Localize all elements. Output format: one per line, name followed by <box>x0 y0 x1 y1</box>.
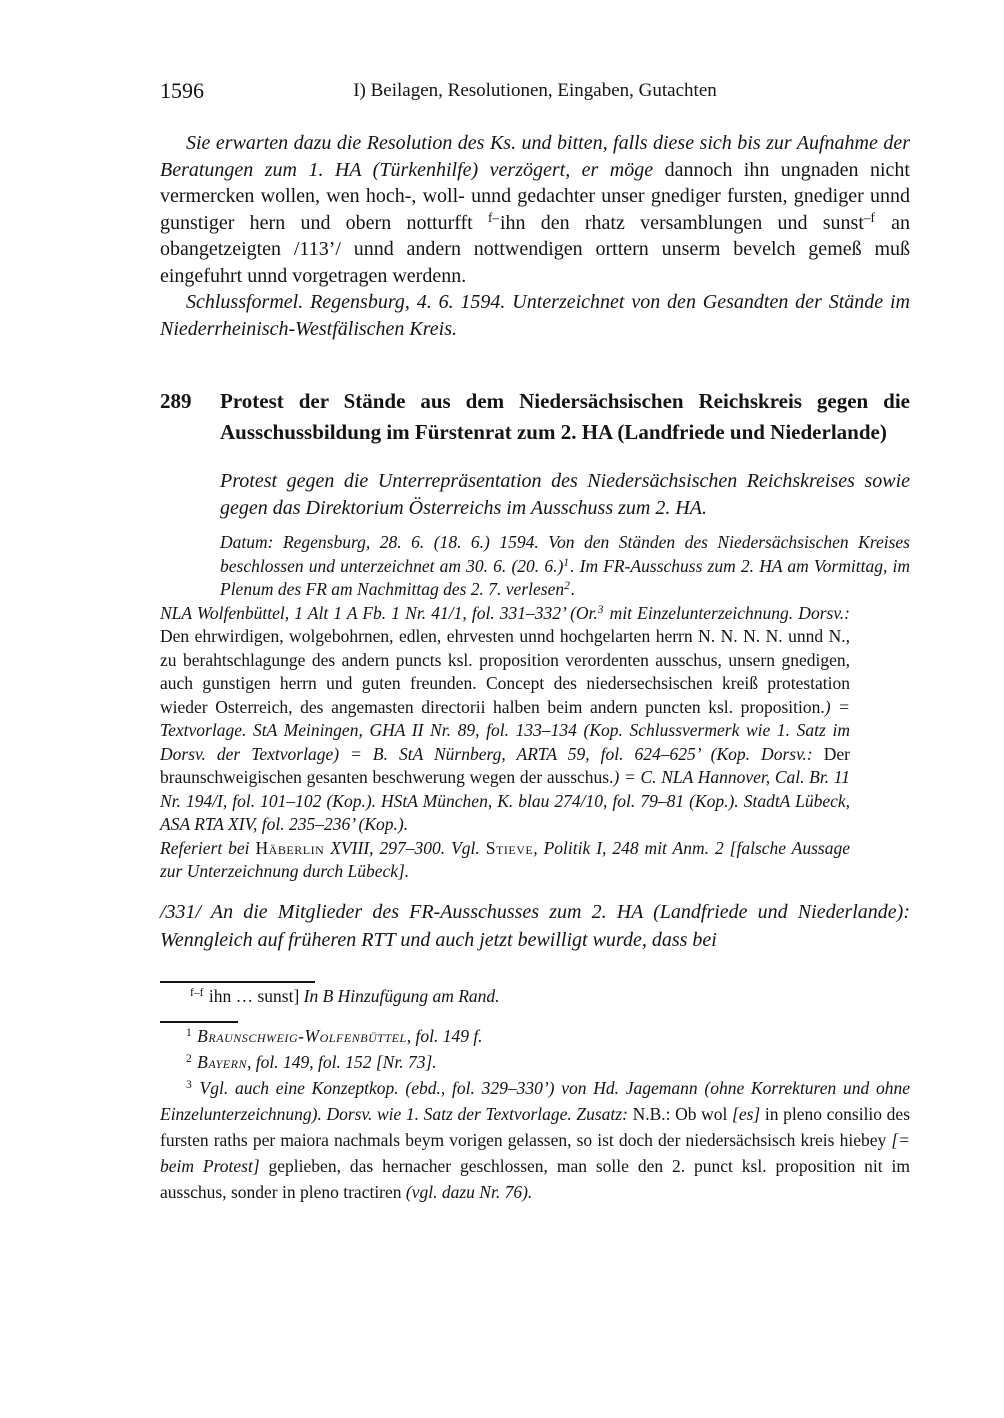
running-head: I) Beilagen, Resolutionen, Eingaben, Gutachten <box>353 80 717 101</box>
text-segment <box>193 1078 200 1098</box>
page-header <box>160 78 910 108</box>
text-segment: an obangetzeigten /113’/ unnd andern nottwendigen orttern unserm bevelch gemeß muß eingefuhrt unnd vorgetragen werdenn. <box>160 211 911 287</box>
text-segment: . <box>570 579 576 599</box>
text-segment: NLA Wolfenbüttel, 1 Alt 1 A Fb. 1 Nr. 41/1, fol. 331–332’ (Or. <box>160 602 598 623</box>
text-segment: Vgl. auch eine Konzeptkop. (ebd., fol. 329–330’) von Hd. Jagemann (ohne Korrekturen und ohne Einzelunterzeichnung). Dorsv. wie 1. Satz der Textvorlage. Zusatz: <box>160 1077 910 1124</box>
text-segment: XVIII, 297–300. Vgl. <box>324 837 486 858</box>
text-segment: [es] <box>732 1103 761 1124</box>
text-segment: Bayern <box>197 1051 248 1072</box>
text-segment: 1 <box>563 556 570 569</box>
text-segment: Schlussformel. Regensburg, 4. 6. 1594. Unterzeichnet von den Gesandten der Stände im Niederrheinisch-Westfälischen Kreis. <box>160 291 910 340</box>
text-segment: [= beim Protest] <box>160 1129 910 1176</box>
text-segment: Referiert bei <box>160 837 256 858</box>
text-segment: 3 <box>186 1078 192 1091</box>
text-segment: (vgl. dazu Nr. 76). <box>405 1181 533 1202</box>
text-segment: /331/ An die Mitglieder des FR-Ausschusses zum 2. HA (Landfriede und Niederlande): Wenngleich auf früheren RTT und auch jetzt bewilligt wurde, dass bei <box>160 900 910 951</box>
entry-number: 289 <box>160 389 192 413</box>
text-segment: Datum: Regensburg, 28. 6. (18. 6.) 1594. Von den Ständen des Niedersächsischen Kreises beschlossen und unterzeichnet am 30. 6. (20. 6.) <box>220 532 910 576</box>
text-segment: . Im FR-Ausschuss zum 2. HA am Vormittag, im Plenum des FR am Nachmittag des 2. 7. verlesen <box>220 555 910 599</box>
text-segment: Stieve <box>485 837 534 858</box>
entry-summary <box>220 468 910 522</box>
text-segment: f– <box>487 209 499 225</box>
text-column <box>160 78 910 1205</box>
text-segment: Sie erwarten dazu die Resolution des Ks. und bitten, falls diese sich bis zur Aufnahme der Beratungen zum 1. HA (Türkenhilfe) verzögert, er möge <box>160 132 910 181</box>
entry-datum <box>220 531 910 602</box>
text-segment: Braunschweig-Wolfenbüttel <box>197 1025 407 1046</box>
text-segment: ) = C. NLA Hannover, Cal. Br. 11 Nr. 194/I, fol. 101–102 (Kop.). HStA München, K. blau 274/10, fol. 79–81 (Kop.). StadtA Lübeck, ASA RTA XIV, fol. 235–236’ (Kop.). <box>160 767 850 834</box>
text-segment: 2 <box>564 580 570 593</box>
text-segment: ihn den rhatz versamblungen und sunst <box>499 211 864 234</box>
entry-body-text <box>160 898 910 955</box>
text-segment: 3 <box>597 603 604 616</box>
text-segment: mit Einzelunterzeichnung. Dorsv.: <box>604 602 850 623</box>
page-number: 1596 <box>160 78 204 103</box>
footnote-3 <box>160 1075 910 1205</box>
text-segment: N.B.: Ob wol <box>632 1103 733 1124</box>
entry-289-heading <box>160 386 910 448</box>
text-segment: f–f <box>190 986 204 999</box>
paragraph-schlussformel <box>160 289 910 342</box>
entry-source-description <box>160 602 850 837</box>
text-segment: in pleno consilio des fursten raths per maiora nachmals beym vorigen gelassen, so ist doch der niedersächsisch kreis hiebey <box>160 1103 911 1150</box>
text-segment: geplieben, das hernacher geschlossen, man solle den 2. punct ksl. proposition nit im ausschus, sonder in pleno tractiren <box>160 1155 910 1202</box>
text-segment: Protest gegen die Unterrepräsentation des Niedersächsischen Reichskreises sowie gegen das Direktorium Österreichs im Ausschuss zum 2. HA. <box>220 470 910 519</box>
paragraph-resolution <box>160 130 910 289</box>
text-segment: Häberlin <box>255 837 325 858</box>
text-segment: –f <box>863 209 875 225</box>
entry-title: Protest der Stände aus dem Niedersächsischen Reichskreis gegen die Ausschussbildung im Fürstenrat zum 2. HA (Landfriede und Niederlande) <box>220 389 910 444</box>
text-segment: , fol. 149 f. <box>406 1025 483 1046</box>
footnote-1 <box>160 1023 910 1049</box>
footnote-2 <box>160 1049 910 1075</box>
entry-referiert <box>160 837 850 884</box>
text-segment: ihn … sunst] <box>204 985 304 1006</box>
text-segment: , fol. 149, fol. 152 [Nr. 73]. <box>247 1051 437 1072</box>
footnote-ff <box>160 983 910 1009</box>
text-segment: 2 <box>186 1052 192 1065</box>
text-segment: ) = Textvorlage. StA Meiningen, GHA II Nr. 89, fol. 133–134 (Kop. Schlussvermerk wie 1. Satz im Dorsv. der Textvorlage) = B. StA Nürnberg, ARTA 59, fol. 624–625’ (Kop. Dorsv.: <box>160 696 850 764</box>
text-segment: Der braunschweigischen gesanten beschwerung wegen der ausschus. <box>160 743 850 787</box>
text-segment: dannoch ihn ungnaden nicht vermercken wollen, wen hoch-, woll- unnd gedachter unser gnediger fursten, gnediger unnd gunstiger hern und obern notturfft <box>160 158 910 234</box>
text-segment: In B Hinzufügung am Rand. <box>303 985 500 1006</box>
text-segment: , Politik I, 248 mit Anm. 2 [falsche Aussage zur Unterzeichnung durch Lübeck]. <box>160 837 851 881</box>
text-segment: Den ehrwirdigen, wolgebohrnen, edlen, ehrvesten unnd hochgelarten herrn N. N. N. N. unnd N., zu berahtschlagunge des andern puncts ksl. proposition verordenten ausschus, unsern gnedigen, auch gunstigen herrn und guten freunden. Concept des niedersechsischen kreiß protestation wieder Osterreich, des angemasten directorii halben beim andern puncten ksl. proposition. <box>160 626 850 717</box>
text-segment: 1 <box>186 1026 192 1039</box>
